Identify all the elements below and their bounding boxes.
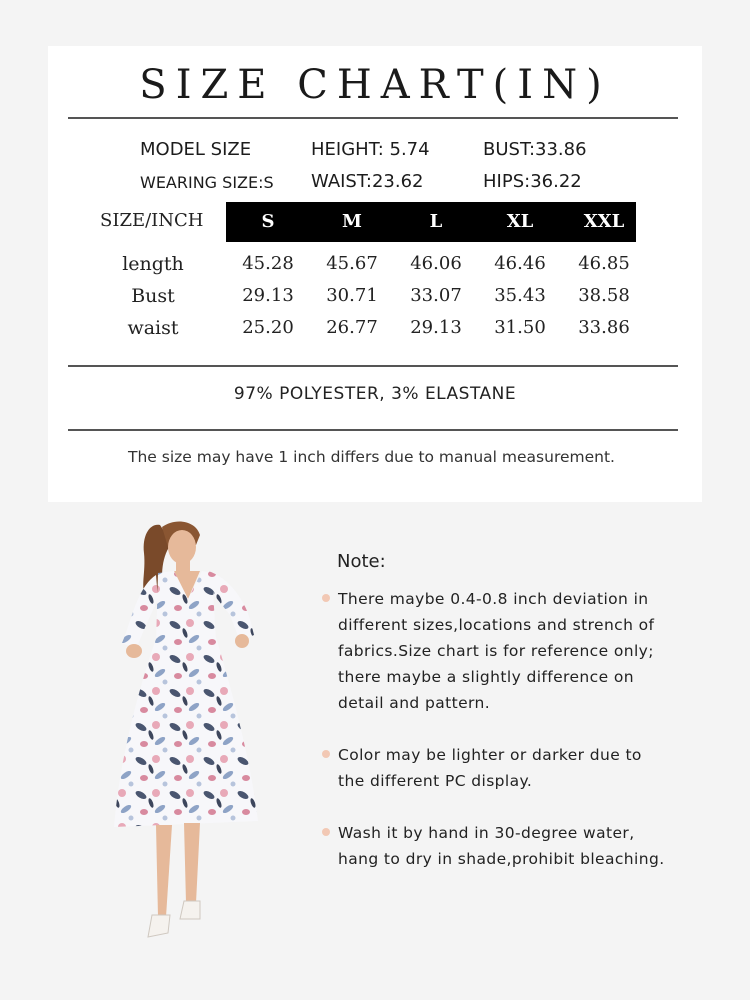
table-cell: 33.07 (410, 285, 462, 306)
row-label-length: length (122, 253, 184, 275)
size-m-header: M (342, 211, 362, 232)
size-xl-header: XL (506, 211, 534, 232)
bullet-icon (322, 750, 330, 758)
table-cell: 33.86 (578, 317, 630, 338)
size-xxl-header: XXL (583, 211, 625, 232)
model-size-label: MODEL SIZE (140, 139, 252, 160)
wearing-size: WEARING SIZE:S (140, 173, 274, 192)
note-line: fabrics.Size chart is for reference only; (338, 642, 654, 660)
title-divider (68, 117, 678, 119)
material-composition: 97% POLYESTER, 3% ELASTANE (233, 384, 517, 404)
row-label-bust: Bust (131, 285, 175, 307)
table-cell: 29.13 (410, 317, 462, 338)
bullet-icon (322, 594, 330, 602)
table-cell: 45.67 (326, 253, 378, 274)
table-cell: 46.46 (494, 253, 546, 274)
note-line: Color may be lighter or darker due to (338, 746, 642, 764)
note-line: There maybe 0.4-0.8 inch deviation in (338, 590, 649, 608)
table-cell: 45.28 (242, 253, 294, 274)
table-cell: 46.85 (578, 253, 630, 274)
table-cell: 29.13 (242, 285, 294, 306)
size-s-header: S (261, 211, 275, 232)
note-title: Note: (337, 551, 386, 572)
table-cell: 38.58 (578, 285, 630, 306)
note-line: the different PC display. (338, 772, 533, 790)
model-waist: WAIST:23.62 (311, 171, 424, 192)
table-cell: 25.20 (242, 317, 294, 338)
note-line: different sizes,locations and strench of (338, 616, 655, 634)
note-line: Wash it by hand in 30-degree water, (338, 824, 635, 842)
model-hips: HIPS:36.22 (483, 171, 582, 192)
size-l-header: L (429, 211, 443, 232)
note-line: there maybe a slightly difference on (338, 668, 634, 686)
row-label-waist: waist (127, 317, 179, 339)
size-chart-title: SIZE CHART(IN) (139, 62, 611, 108)
note-line: detail and pattern. (338, 694, 491, 712)
size-inch-label: SIZE/INCH (100, 210, 204, 231)
model-bust: BUST:33.86 (483, 139, 587, 160)
bullet-icon (322, 828, 330, 836)
table-cell: 30.71 (326, 285, 378, 306)
material-divider (68, 429, 678, 431)
table-cell: 26.77 (326, 317, 378, 338)
measurement-disclaimer: The size may have 1 inch differs due to manual measurement. (128, 448, 615, 466)
model-photo (100, 515, 300, 955)
table-divider (68, 365, 678, 367)
size-header-bar (226, 202, 636, 242)
table-cell: 31.50 (494, 317, 546, 338)
table-cell: 35.43 (494, 285, 546, 306)
note-line: hang to dry in shade,prohibit bleaching. (338, 850, 665, 868)
table-cell: 46.06 (410, 253, 462, 274)
model-height: HEIGHT: 5.74 (311, 139, 430, 160)
